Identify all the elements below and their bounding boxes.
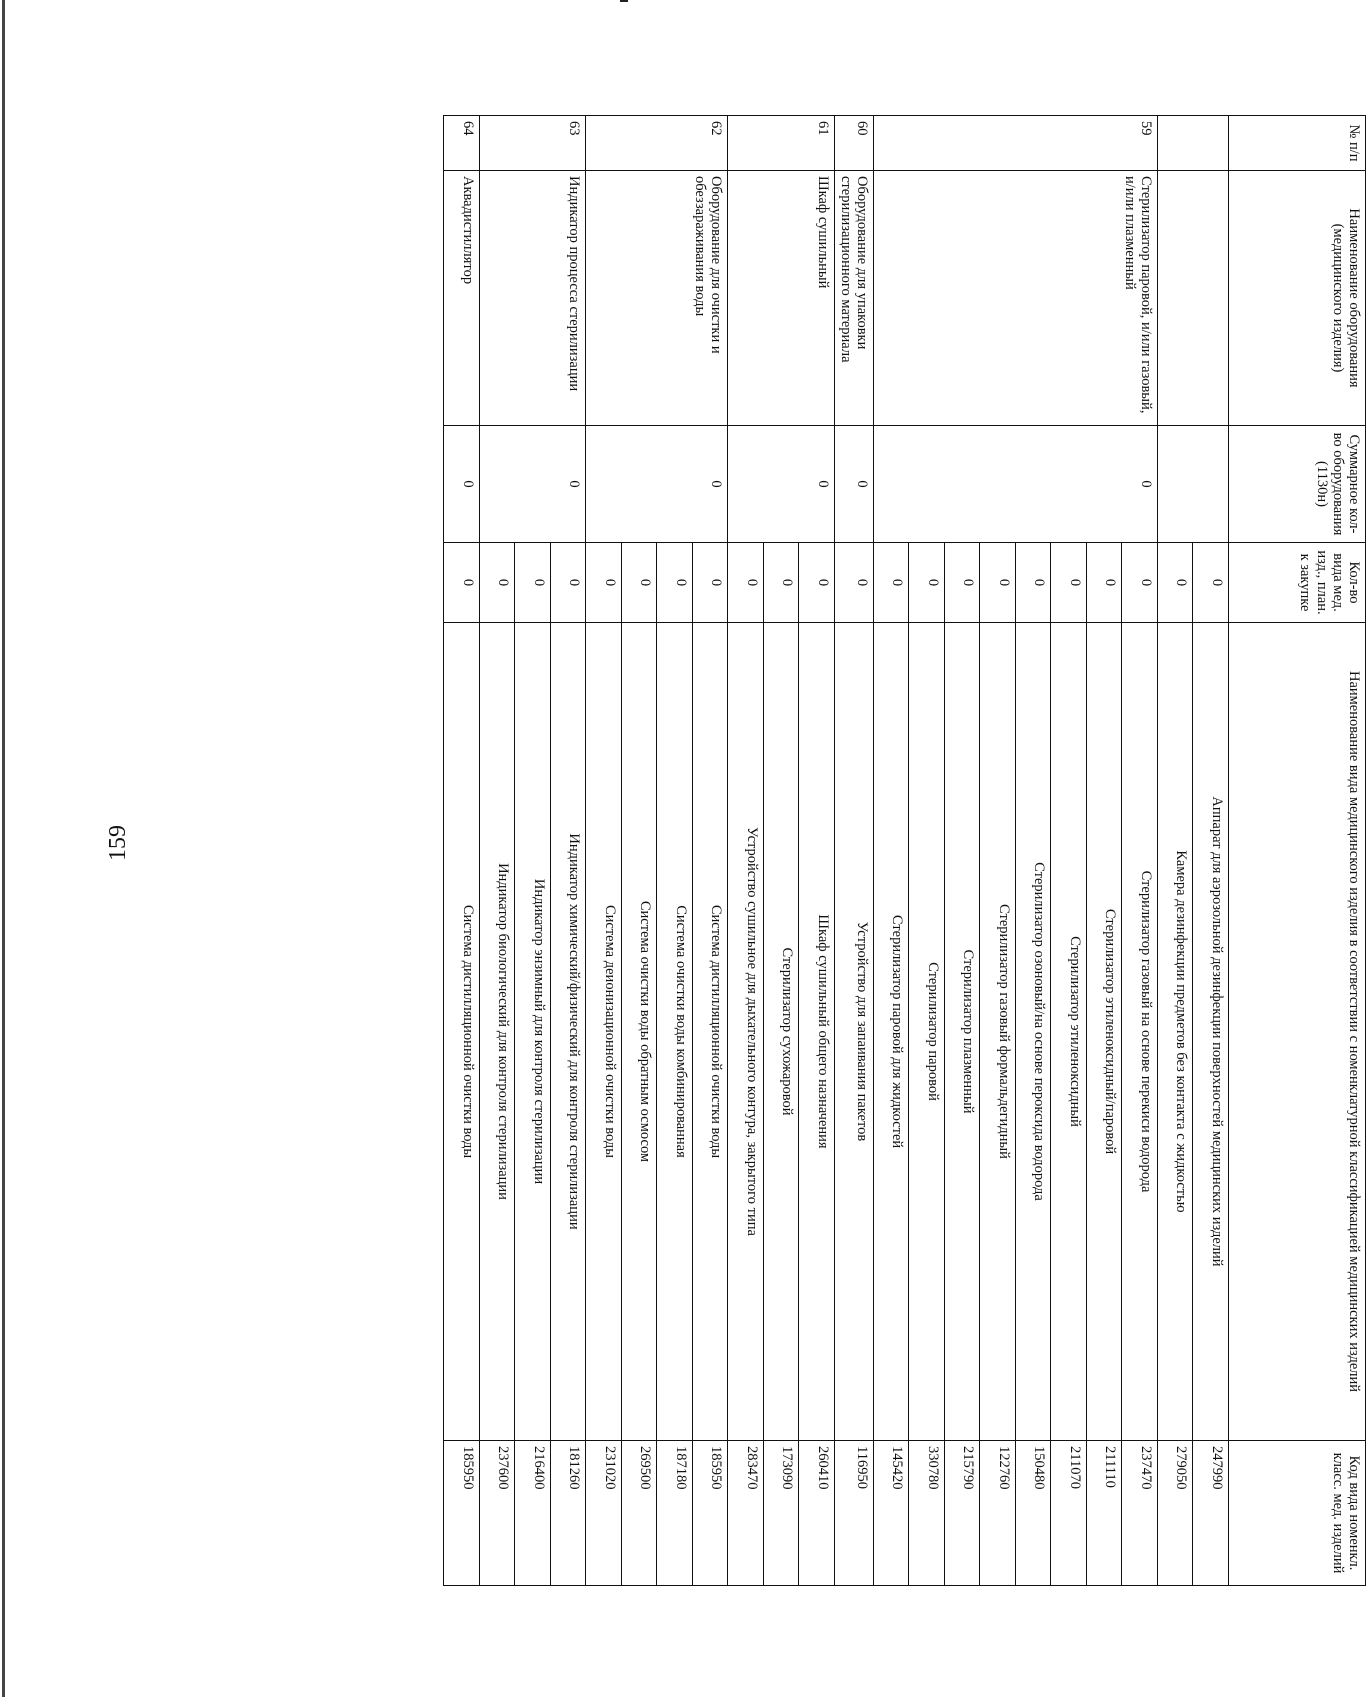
cell-planned-quantity: 0 [586,543,622,623]
rotated-page-content [174,115,1366,1585]
cell-device-name: Стерилизатор сухожаровой [763,623,799,1441]
cell-code: 181260 [550,1441,586,1586]
header-code: Код вида номенкл. класс. мед. изделий [1229,1441,1366,1586]
cell-planned-quantity: 0 [1158,543,1194,623]
cell-device-name: Система деионизационной очистки воды [586,623,622,1441]
cell-planned-quantity: 0 [479,543,515,623]
cell-planned-quantity: 0 [657,543,693,623]
header-equipment: Наименование оборудования (медицинского изделия) [1229,171,1366,426]
cell-equipment-name: Стерилизатор паровой, и/или газовый, и/или плазменный [874,171,1158,426]
cell-planned-quantity: 0 [1087,543,1123,623]
cell-code: 237600 [479,1441,515,1586]
cell-planned-quantity: 0 [1016,543,1052,623]
cell-planned-quantity: 0 [909,543,945,623]
cell-device-name: Индикатор химический/физический для контроля стерилизации [550,623,586,1441]
cell-planned-quantity: 0 [621,543,657,623]
cell-device-name: Стерилизатор паровой [909,623,945,1441]
cell-equipment-name: Шкаф сушильный [728,171,835,426]
table-row [550,116,586,1586]
cell-num: 64 [444,116,480,171]
table-row [1122,116,1158,1586]
scan-mark-left [2,0,5,1697]
cell-total-quantity: 0 [874,426,1158,543]
cell-device-name: Стерилизатор озоновый/на основе пероксида водорода [1016,623,1052,1441]
cell-planned-quantity: 0 [1051,543,1087,623]
cell-planned-quantity: 0 [728,543,764,623]
cell-device-name: Стерилизатор этиленоксидный/паровой [1087,623,1123,1441]
cell-device-name: Система дистилляционной очистки воды [692,623,728,1441]
cell-code: 269500 [621,1441,657,1586]
cell-device-name: Аппарат для аэрозольной дезинфекции поверхностей медицинских изделий [1193,623,1229,1441]
cell-code: 185950 [692,1441,728,1586]
cell-planned-quantity: 0 [692,543,728,623]
table-header-row [1229,116,1366,1586]
cell-planned-quantity: 0 [444,543,480,623]
cell-planned-quantity: 0 [874,543,910,623]
cell-device-name: Система очистки воды обратным осмосом [621,623,657,1441]
cell-code: 330780 [909,1441,945,1586]
cell-total-quantity: 0 [728,426,835,543]
header-num: № п/п [1229,116,1366,171]
cell-planned-quantity: 0 [834,543,873,623]
cell-code: 215790 [945,1441,981,1586]
cell-device-name: Стерилизатор газовый формальдегидный [980,623,1016,1441]
cell-code: 260410 [799,1441,835,1586]
cell-device-name: Устройство сушильное для дыхательного контура, закрытого типа [728,623,764,1441]
equipment-table [443,115,1366,1586]
cell-num: 62 [586,116,728,171]
cell-planned-quantity: 0 [550,543,586,623]
page-number: 159 [105,825,131,861]
cell-code: 283470 [728,1441,764,1586]
cell-code: 211110 [1087,1441,1123,1586]
cell-equipment-name: Оборудование для упаковки стерилизационного материала [834,171,873,426]
cell-total-quantity: 0 [444,426,480,543]
cell-code: 237470 [1122,1441,1158,1586]
cell-total-quantity: 0 [586,426,728,543]
cell-device-name: Устройство для запаивания пакетов [834,623,873,1441]
cell-planned-quantity: 0 [945,543,981,623]
cell-planned-quantity: 0 [515,543,551,623]
cell-equipment-name: Аквадистиллятор [444,171,480,426]
cell-device-name: Шкаф сушильный общего назначения [799,623,835,1441]
cell-code: 122760 [980,1441,1016,1586]
cell-num: 61 [728,116,835,171]
cell-num: 63 [479,116,586,171]
cell-total-quantity: 0 [479,426,586,543]
cell-code: 150480 [1016,1441,1052,1586]
cell-total-quantity [1158,426,1229,543]
cell-device-name: Стерилизатор газовый на основе перекиси водорода [1122,623,1158,1441]
cell-device-name: Индикатор энзимный для контроля стерилизации [515,623,551,1441]
header-planned: Кол-во вида мед. изд., план. к закупке [1229,543,1366,623]
table-row [1193,116,1229,1586]
cell-code: 145420 [874,1441,910,1586]
table-row [692,116,728,1586]
cell-device-name: Стерилизатор плазменный [945,623,981,1441]
cell-planned-quantity: 0 [763,543,799,623]
cell-device-name: Стерилизатор этиленоксидный [1051,623,1087,1441]
cell-planned-quantity: 0 [980,543,1016,623]
cell-num [1158,116,1229,171]
cell-code: 173090 [763,1441,799,1586]
cell-code: 247990 [1193,1441,1229,1586]
scan-mark-top [620,0,628,2]
cell-planned-quantity: 0 [1122,543,1158,623]
cell-device-name: Стерилизатор паровой для жидкостей [874,623,910,1441]
cell-num: 59 [874,116,1158,171]
cell-equipment-name [1158,171,1229,426]
table-row [834,116,873,1586]
cell-device-name: Система дистилляционной очистки воды [444,623,480,1441]
cell-code: 116950 [834,1441,873,1586]
table-row [444,116,480,1586]
cell-planned-quantity: 0 [1193,543,1229,623]
cell-device-name: Индикатор биологический для контроля стерилизации [479,623,515,1441]
cell-code: 185950 [444,1441,480,1586]
table-row [799,116,835,1586]
header-total: Суммарное кол-во оборудования (1130н) [1229,426,1366,543]
cell-device-name: Система очистки воды комбинированная [657,623,693,1441]
table-body [444,116,1229,1586]
cell-code: 211070 [1051,1441,1087,1586]
cell-planned-quantity: 0 [799,543,835,623]
header-device-name: Наименование вида медицинского изделия в соответствии с номенклатурной классификацией медицинских изделий [1229,623,1366,1441]
cell-code: 231020 [586,1441,622,1586]
cell-device-name: Камера дезинфекции предметов без контакта с жидкостью [1158,623,1194,1441]
cell-equipment-name: Оборудование для очистки и обеззараживания воды [586,171,728,426]
cell-code: 187180 [657,1441,693,1586]
cell-code: 216400 [515,1441,551,1586]
cell-num: 60 [834,116,873,171]
cell-equipment-name: Индикатор процесса стерилизации [479,171,586,426]
cell-code: 279050 [1158,1441,1194,1586]
cell-total-quantity: 0 [834,426,873,543]
